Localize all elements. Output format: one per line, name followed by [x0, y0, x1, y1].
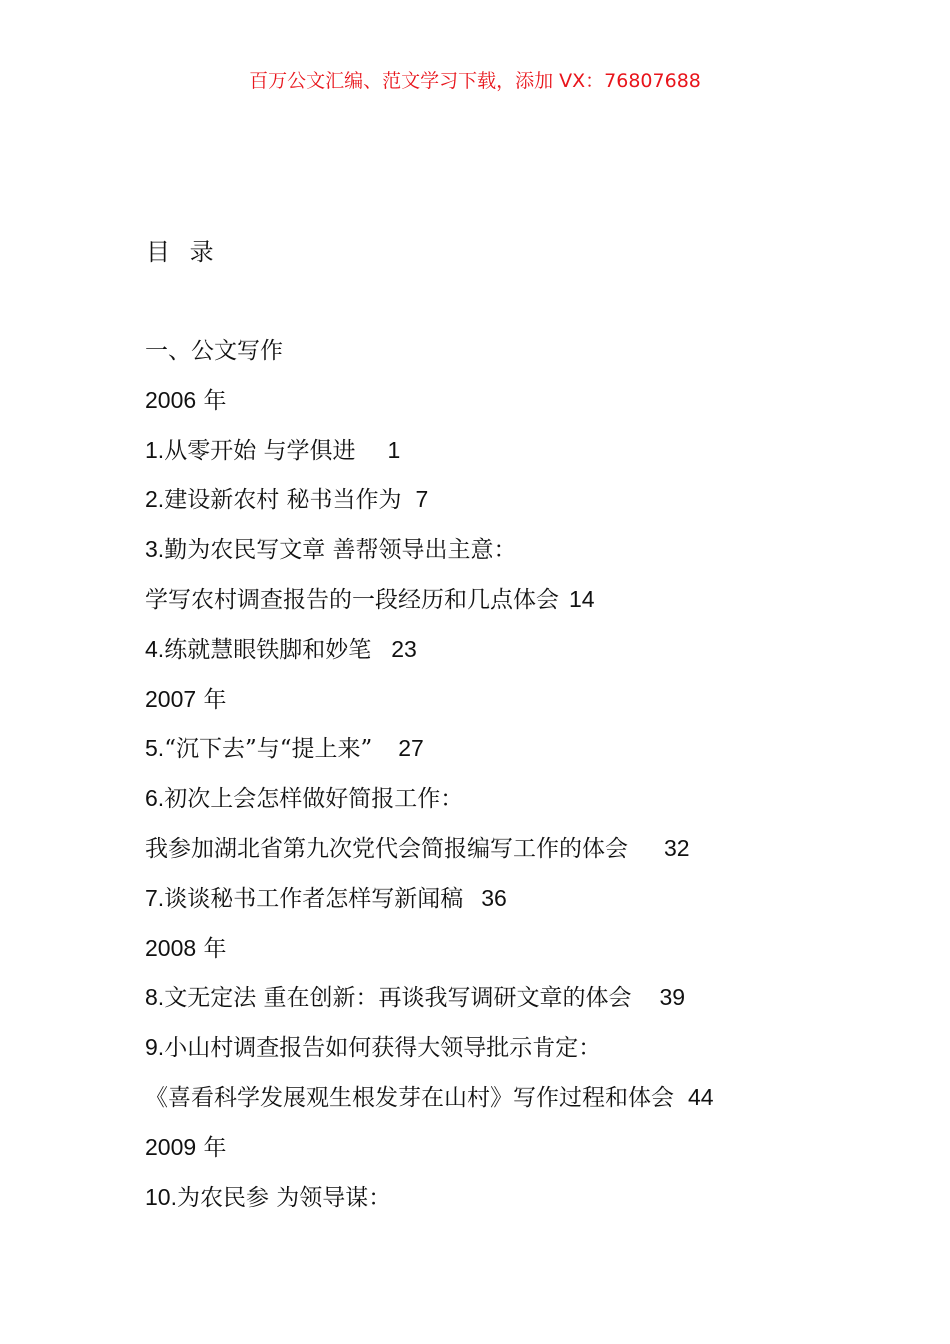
toc-line-text: 为农民参 为领导谋： [176, 1184, 392, 1211]
toc-line-number: 2007 [145, 685, 197, 712]
document-header-banner: 百万公文汇编、范文学习下载，添加 VX：76807688 [249, 70, 701, 92]
toc-line [145, 931, 865, 981]
toc-line-number: 2008 [145, 934, 197, 961]
toc-line-number: 8. [145, 984, 165, 1011]
toc-page-number: 39 [659, 984, 686, 1011]
toc-page-number: 32 [664, 834, 690, 861]
toc-page-number: 14 [569, 585, 595, 612]
toc-page-number: 23 [391, 635, 417, 662]
toc-line [145, 582, 865, 632]
toc-line-text: 我参加湖北省第九次党代会简报编写工作的体会 [145, 835, 628, 862]
toc-line-text: 谈谈秘书工作者怎样写新闻稿 [164, 885, 464, 912]
toc-line-text: 小山村调查报告如何获得大领导批示肯定： [164, 1035, 602, 1062]
toc-line [145, 781, 865, 831]
toc-line [145, 632, 865, 682]
toc-line-number: 3. [145, 536, 165, 563]
toc-line-text: 勤为农民写文章 善帮领导出主意： [164, 537, 517, 564]
toc-line-text: 初次上会怎样做好简报工作： [164, 786, 464, 813]
toc-line [145, 1080, 865, 1130]
toc-line-number: 9. [145, 1034, 165, 1061]
toc-line-number: 7. [145, 884, 165, 911]
toc-page-number: 1 [387, 436, 401, 463]
toc-line-number: 2. [145, 486, 165, 513]
toc-line-number: 2006 [145, 386, 197, 413]
toc-line-text: 建设新农村 秘书当作为 [164, 487, 402, 514]
toc-line-number: 5. [145, 735, 165, 762]
toc-line [145, 482, 865, 532]
toc-line [145, 731, 865, 781]
toc-line [145, 433, 865, 483]
toc-page-number: 7 [415, 486, 429, 513]
toc-line-text: 年 [203, 686, 227, 713]
toc-line-number: 10. [145, 1183, 177, 1210]
toc-line-text: 年 [203, 387, 227, 414]
toc-line [145, 881, 865, 931]
toc-line [145, 980, 865, 1030]
toc-line-text: 练就慧眼铁脚和妙笔 [164, 636, 372, 663]
toc-line-text: 年 [203, 935, 227, 962]
toc-title: 目 录 [146, 238, 220, 266]
toc-line [145, 831, 865, 881]
toc-line-text: 从零开始 与学俱进 [164, 437, 356, 464]
toc-line [145, 682, 865, 732]
toc-line-number: 2009 [145, 1133, 197, 1160]
toc-line [145, 1030, 865, 1080]
toc-line-text: 学写农村调查报告的一段经历和几点体会 [145, 586, 559, 613]
toc-line-text: “沉下去”与“提上来” [164, 736, 373, 763]
toc-line-text: 文无定法 重在创新：再谈我写调研文章的体会 [164, 985, 632, 1012]
table-of-contents [145, 333, 865, 1229]
toc-line-number: 4. [145, 635, 165, 662]
toc-line [145, 383, 865, 433]
toc-line-text: 《喜看科学发展观生根发芽在山村》写作过程和体会 [145, 1084, 674, 1111]
toc-line-number: 6. [145, 785, 165, 812]
toc-line [145, 333, 865, 383]
toc-page-number: 27 [398, 735, 424, 762]
toc-line-text: 年 [203, 1134, 227, 1161]
toc-page-number: 44 [688, 1083, 714, 1110]
toc-line [145, 1180, 865, 1230]
toc-line [145, 532, 865, 582]
toc-line [145, 1130, 865, 1180]
toc-line-number: 1. [145, 436, 165, 463]
toc-line-text: 一、公文写作 [145, 338, 283, 364]
toc-page-number: 36 [481, 884, 507, 911]
